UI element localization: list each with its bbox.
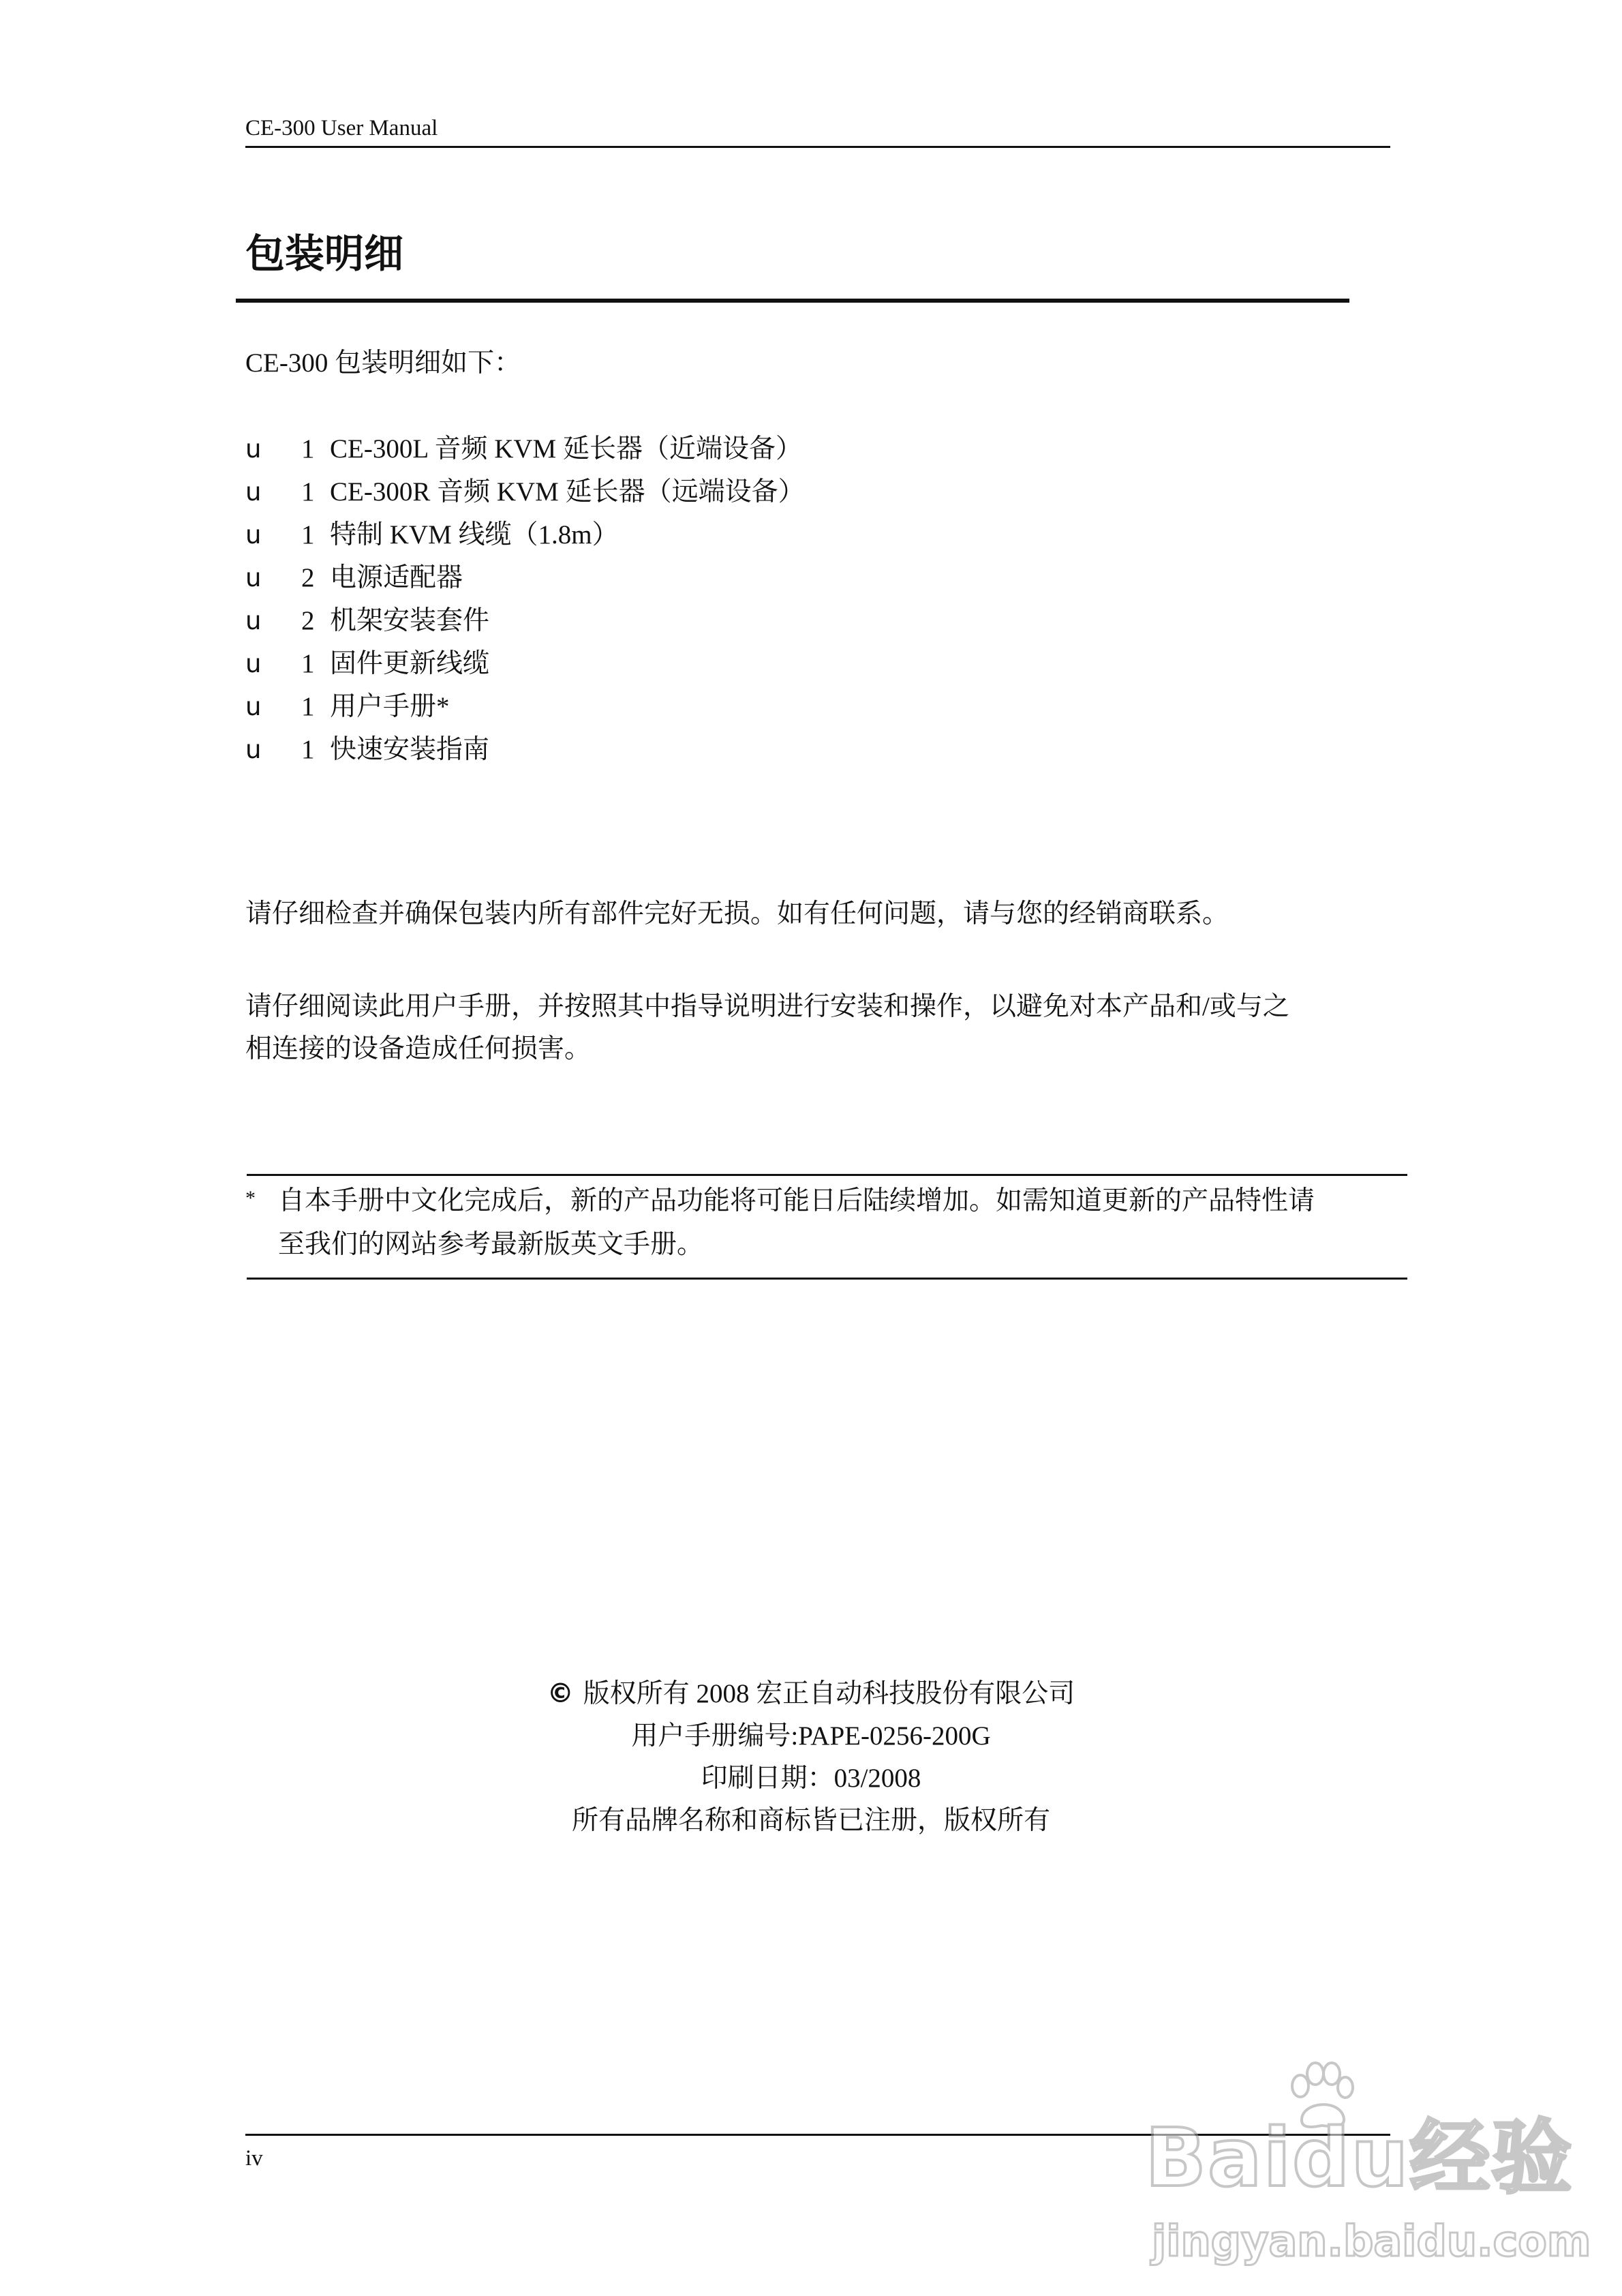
item-quantity: 1 (301, 520, 315, 549)
bullet-glyph: u (245, 606, 262, 635)
footnote-text (278, 1179, 1396, 1267)
list-item (245, 470, 805, 513)
copyright-holder: 版权所有 2008 宏正自动科技股份有限公司 (583, 1679, 1075, 1708)
list-item (245, 556, 805, 599)
list-item (245, 685, 805, 728)
trademark-notice: 所有品牌名称和商标皆已注册，版权所有 (571, 1806, 1050, 1835)
footnote-top-rule (247, 1174, 1407, 1176)
read-paragraph-line: 请仔细阅读此用户手册，并按照其中指导说明进行安装和操作，以避免对本产品和/或与之 (245, 992, 1289, 1021)
list-item (245, 513, 805, 556)
list-item (245, 427, 805, 470)
item-name: 固件更新线缆 (330, 649, 490, 678)
copyright-line (0, 1673, 1622, 1715)
footnote-bottom-rule (247, 1278, 1407, 1280)
bullet-glyph: u (245, 649, 262, 678)
read-paragraph-line: 相连接的设备造成任何损害。 (245, 1034, 592, 1063)
item-name: 机架安装套件 (330, 606, 490, 635)
item-name: 特制 KVM 线缆（1.8m） (330, 520, 619, 549)
title-divider (236, 299, 1349, 303)
list-item (245, 728, 805, 771)
check-paragraph: 请仔细检查并确保包装内所有部件完好无损。如有任何问题，请与您的经销商联系。 (245, 899, 1229, 928)
copyright-icon: © (547, 1678, 574, 1709)
item-quantity: 1 (301, 477, 315, 507)
item-quantity: 1 (301, 692, 315, 721)
copyright-block (0, 1673, 1622, 1842)
print-date: 印刷日期：03/2008 (701, 1764, 921, 1793)
page-number: iv (245, 2146, 263, 2171)
manual-number: 用户手册编号:PAPE-0256-200G (631, 1721, 991, 1751)
item-name: CE-300L 音频 KVM 延长器（近端设备） (330, 434, 802, 464)
read-paragraph (245, 986, 1289, 1070)
bullet-glyph: u (245, 477, 262, 507)
footnote-line: 至我们的网站参考最新版英文手册。 (278, 1230, 704, 1259)
bullet-glyph: u (245, 735, 262, 764)
item-quantity: 2 (301, 606, 315, 635)
item-name: 电源适配器 (330, 563, 463, 592)
footnote-line: 自本手册中文化完成后，新的产品功能将可能日后陆续增加。如需知道更新的产品特性请 (278, 1186, 1315, 1215)
item-name: 用户手册* (330, 692, 450, 721)
bullet-glyph: u (245, 563, 262, 592)
watermark-brand: Baidu经验 (1145, 2111, 1574, 2205)
bullet-glyph: u (245, 520, 262, 549)
item-name: 快速安装指南 (330, 735, 490, 764)
item-quantity: 2 (301, 563, 315, 592)
intro-text: CE-300 包装明细如下： (245, 348, 521, 378)
item-quantity: 1 (301, 434, 315, 464)
item-quantity: 1 (301, 735, 315, 764)
list-item (245, 642, 805, 685)
header-divider (245, 146, 1390, 148)
item-quantity: 1 (301, 649, 315, 678)
bullet-glyph: u (245, 692, 262, 721)
footnote-mark: * (245, 1187, 256, 1209)
bullet-glyph: u (245, 434, 262, 464)
running-header: CE-300 User Manual (245, 116, 438, 140)
baidu-watermark (1145, 2059, 1591, 2284)
item-name: CE-300R 音频 KVM 延长器（远端设备） (330, 477, 805, 507)
package-list (245, 427, 805, 771)
section-title: 包装明细 (245, 230, 404, 277)
watermark-url: jingyan.baidu.com (1152, 2216, 1591, 2266)
list-item (245, 599, 805, 642)
